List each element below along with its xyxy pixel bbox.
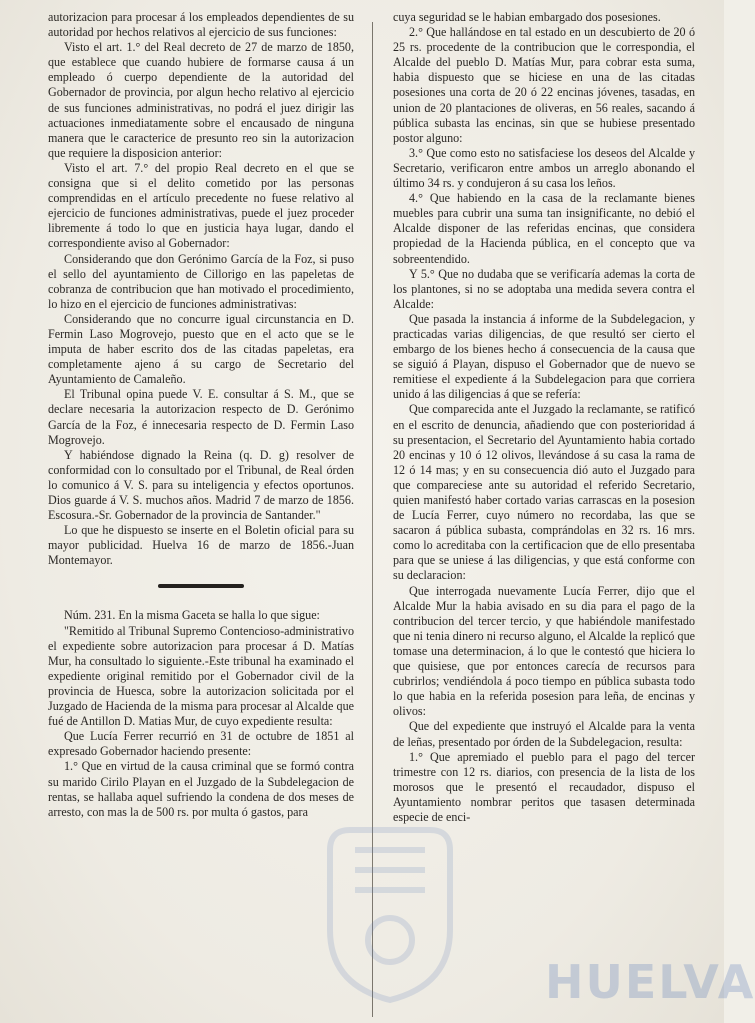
paragraph: Considerando que no concurre igual circunstancia en D. Fermin Laso Mogrovejo, puesto que en el acto que se le imputa de haber escrito dos de las citadas papeletas, era completamente ajeno á su cargo de Secretario del Ayuntamiento de Camaleño. [48,311,354,387]
paragraph: El Tribunal opina puede V. E. consultar á S. M., que se declare necesaria la autorizacion respecto de D. Gerónimo García de la Foz, é innecesaria respecto de D. Fermin Laso Mogrovejo. [48,387,354,447]
paragraph: autorizacion para procesar á los empleados dependientes de su autoridad por hechos relativos al ejercicio de sus funciones: [48,10,354,40]
paragraph: 1.° Que en virtud de la causa criminal que se formó contra su marido Cirilo Playan en el Juzgado de la Subdelegacion de rentas, se hallaba aquel sufriendo la condena de dos meses de arresto, con mas la de 500 rs. por multa ó gastos, para [48,759,354,819]
section-separator-rule [158,584,244,588]
paragraph: 3.° Que como esto no satisfaciese los deseos del Alcalde y Secretario, verificaron entre ambos un arreglo abonando el último 34 rs. y condujeron á su casa los leños. [393,145,695,191]
paragraph: Visto el art. 1.° del Real decreto de 27 de marzo de 1850, que establece que cuando hubiere de formarse causa á un empleado ó cuerpo dependiente de la autoridad del Gobernador de provincia, por algun hecho relativo al ejercicio de sus funciones administrativas, no podrá el juez dirigir las actuaciones inmediatamente sobre el encausado de ninguna manera que le caracterice de presunto reo sin la autorizacion que requiere la disposicion anterior: [48,40,354,160]
paragraph: Que del expediente que instruyó el Alcalde para la venta de leñas, presentado por órden de la Subdelegacion, resulta: [393,719,695,749]
paragraph: cuya seguridad se le habian embargado dos posesiones. [393,10,661,24]
huelva-watermark-text: HUELVA [545,955,755,1009]
paragraph: 2.° Que hallándose en tal estado en un descubierto de 20 ó 25 rs. procedente de la contribucion que le correspondia, el Alcalde del pueblo D. Matías Mur, para cobrar esta suma, habia dispuesto que se hiciese en una de las citadas posesiones una corta de 20 ó 22 encinas jóvenes, tasadas, en union de 20 plantaciones de oliveras, en 56 reales, sacando á pública subasta las encinas, sin que se hubiese presentado postor alguno: [393,25,695,145]
paragraph: Y 5.° Que no dudaba que se verificaría ademas la corta de los plantones, si no se adoptaba una medida severa contra el Alcalde: [393,266,695,311]
paragraph: Núm. 231. En la misma Gaceta se halla lo que sigue: [64,608,320,623]
paragraph: Que Lucía Ferrer recurrió en 31 de octubre de 1851 al expresado Gobernador haciendo presente: [48,729,354,759]
paragraph: Y habiéndose dignado la Reina (q. D. g) resolver de conformidad con lo consultado por el Tribunal, de Real órden lo comunico á V. S. para su inteligencia y efectos oportunos. Dios guarde á V. S. muchos años. Madrid 7 de marzo de 1856. Escosura.-Sr. Gobernador de la provincia de Santander." [48,447,354,523]
paragraph: Visto el art. 7.° del propio Real decreto en el que se consigna que si el delito cometido por las personas comprendidas en el artículo precedente no fuese relativo al ejercicio de funciones administrativas, puede el juez proceder libremente á todo lo que en justicia haya lugar, dando el correspondiente aviso al Gobernador: [48,160,354,251]
right-column [393,10,695,825]
paragraph: Que comparecida ante el Juzgado la reclamante, se ratificó en el escrito de denuncia, añadiendo que con posterioridad á su presentacion, el Secretario del Ayuntamiento habia cortado 20 encinas y 10 ó 12 olivos, llevándose á su casa la rama de 12 ó 14 mas; y en su consecuencia dió auto el Juzgado para que compareciese ante su autoridad el referido Secretario, quien manifestó haber cortado varias carrascas en la posesion de Lucía Ferrer, cuyo número no recordaba, las que se sacaron á pública subasta, comprándolas en 32 rs. 16 mrs. como lo acreditaba con la certificacion que de ello presentaba para que se uniese á las diligencias, y que está conforme con su declaracion: [393,402,695,583]
paragraph: Considerando que don Gerónimo García de la Foz, si puso el sello del ayuntamiento de Cillorigo en las papeletas de cobranza de contribucion que han motivado el procedimiento, lo hizo en el ejercicio de funciones administrativas: [48,251,354,311]
paragraph: "Remitido al Tribunal Supremo Contencioso-administrativo el expediente sobre autorizacion para procesar á D. Matías Mur, ha consultado lo siguiente.-Este tribunal ha examinado el expediente original remitido por el Gobernador civil de la provincia de Huesca, sobre la autorizacion solicitada por el Juzgado de Hacienda de la misma para procesar al Alcalde que fué de Antillon D. Matias Mur, de cuyo expediente resulta: [48,623,354,729]
left-column [48,10,354,820]
paragraph: Lo que he dispuesto se inserte en el Boletin oficial para su mayor publicidad. Huelva 16 de marzo de 1856.-Juan Montemayor. [48,523,354,568]
paragraph: 1.° Que apremiado el pueblo para el pago del tercer trimestre con 12 rs. diarios, con presencia de la lista de los morosos que le presentó el recaudador, dispuso el Ayuntamiento nombrar peritos que tasasen determinada especie de enci- [393,749,695,824]
paragraph: Que interrogada nuevamente Lucía Ferrer, dijo que el Alcalde Mur la habia avisado en su dia para el pago de la contribucion del tercer tercio, y que habiéndole manifestado que ni tenia dinero ni recurso alguno, el Alcalde la replicó que tomase una determinacion, á lo que le contestó que hiciera lo que quisiese, que por entonces carecía de recursos para cubrirlos; vendiéndola á poco tiempo en pública subasta todo lo que habia en la referida posesion para leña, de encinas y olivos: [393,583,695,719]
column-divider [372,22,373,1017]
paragraph: Que pasada la instancia á informe de la Subdelegacion, y practicadas varias diligencias, de que resultó ser cierto el embargo de los bienes hecho á consecuencia de la causa que se siguió á Playan, dispuso el Gobernador que de nuevo se remitiese el expediente á la Subdelegacion para que corriera unido á las diligencias á que se refería: [393,311,695,402]
paragraph: 4.° Que habiendo en la casa de la reclamante bienes muebles para cubrir una suma tan insignificante, no debió el Alcalde disponer de las referidas encinas, que considera propiedad de la Hacienda pública, en el concepto que va sobreentendido. [393,191,695,266]
